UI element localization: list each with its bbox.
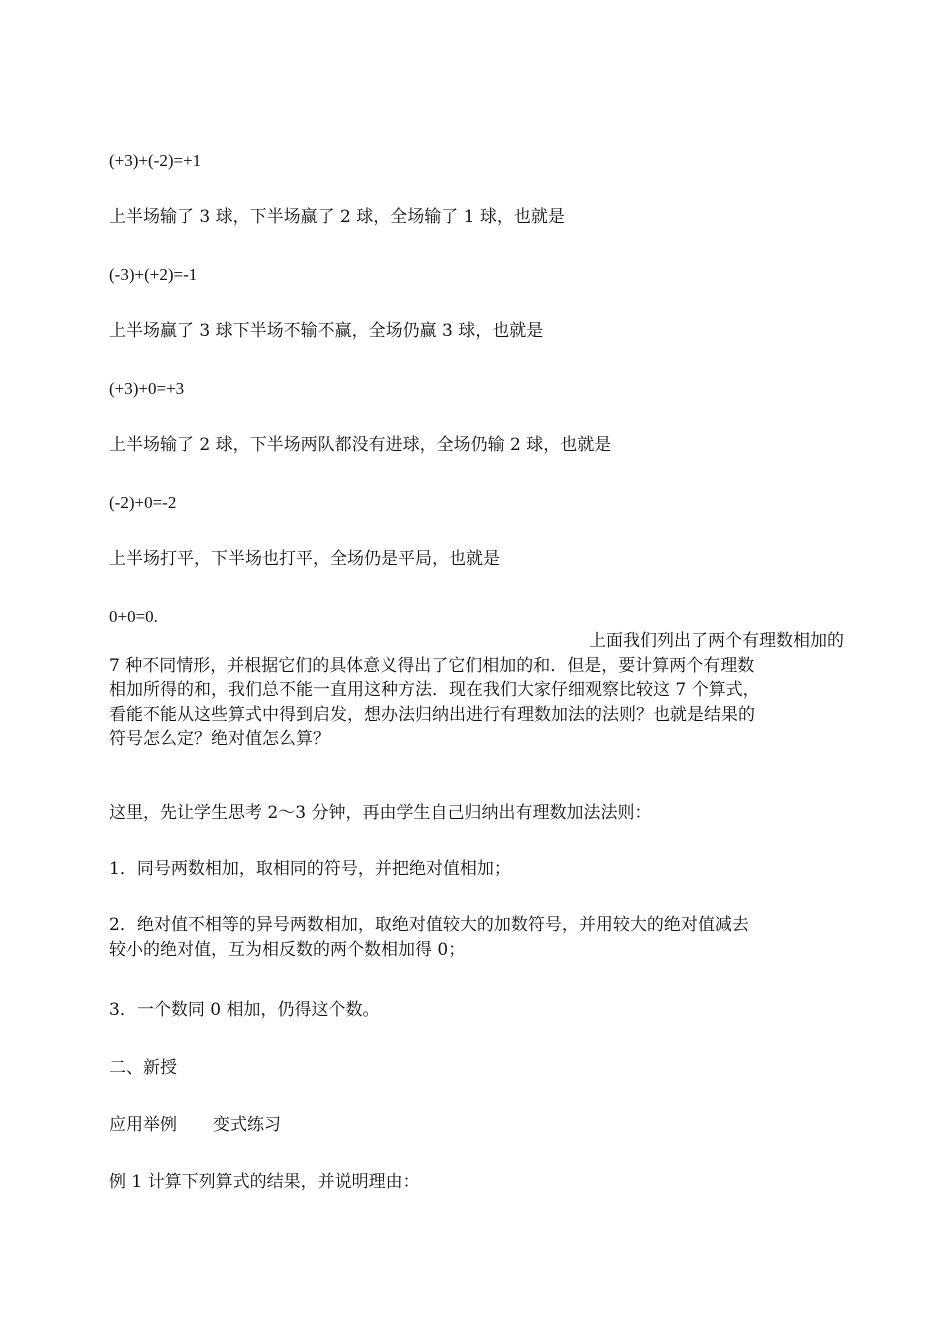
- example-1-prompt: 例 1 计算下列算式的结果，并说明理由：: [109, 1172, 420, 1192]
- summary-paragraph: [109, 629, 844, 752]
- think-instruction: 这里，先让学生思考 2～3 分钟，再由学生自己归纳出有理数加法法则：: [109, 803, 652, 823]
- formula-4: (-2)+0=-2: [109, 493, 177, 512]
- explanation-1: 上半场输了 3 球，下半场赢了 2 球，全场输了 1 球，也就是: [109, 207, 565, 227]
- section-heading: 二、新授: [109, 1058, 177, 1078]
- summary-line-3: 相加所得的和，我们总不能一直用这种方法．现在我们大家仔细观察比较这 7 个算式，: [109, 680, 760, 700]
- subheading-application: 应用举例: [109, 1115, 177, 1135]
- explanation-3: 上半场输了 2 球，下半场两队都没有进球，全场仍输 2 球，也就是: [109, 435, 612, 455]
- summary-line-5: 符号怎么定？绝对值怎么算？: [109, 729, 330, 749]
- formula-3: (+3)+0=+3: [109, 379, 185, 398]
- summary-line-1: 上面我们列出了两个有理数相加的: [589, 631, 844, 651]
- rule-2: [109, 913, 844, 962]
- formula-2: (-3)+(+2)=-1: [109, 265, 198, 284]
- formula-5: 0+0=0.: [109, 607, 158, 626]
- formula-1: (+3)+(-2)=+1: [109, 151, 202, 170]
- explanation-4: 上半场打平，下半场也打平，全场仍是平局，也就是: [109, 549, 500, 569]
- rule-1: 1．同号两数相加，取相同的符号，并把绝对值相加；: [109, 859, 511, 879]
- summary-line-2: 7 种不同情形，并根据它们的具体意义得出了它们相加的和．但是，要计算两个有理数: [109, 655, 755, 676]
- subheading-variation: 变式练习: [213, 1115, 281, 1135]
- rule-3: 3．一个数同 0 相加，仍得这个数。: [109, 1000, 380, 1020]
- rule-2-line-2: 较小的绝对值，互为相反数的两个数相加得 0；: [109, 939, 466, 960]
- explanation-2: 上半场赢了 3 球下半场不输不赢，全场仍赢 3 球，也就是: [109, 321, 544, 341]
- subheading-row: [109, 1113, 844, 1137]
- rule-2-line-1: 2．绝对值不相等的异号两数相加，取绝对值较大的加数符号，并用较大的绝对值减去: [109, 915, 749, 935]
- summary-line-4: 看能不能从这些算式中得到启发，想办法归纳出进行有理数加法的法则？也就是结果的: [109, 704, 755, 725]
